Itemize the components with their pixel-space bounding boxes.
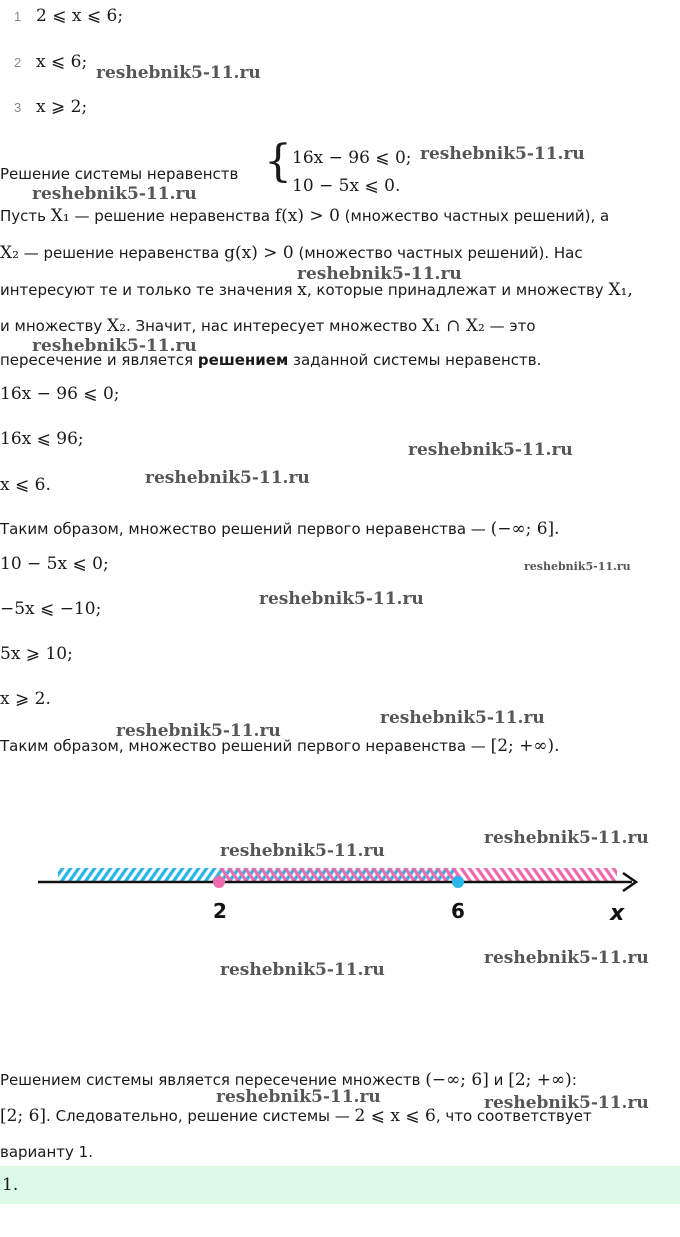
paragraph-line-1: Пусть X₁ — решение неравенства f(x) > 0 (множество частных решений), а (0, 206, 610, 226)
option-number: 2 (14, 55, 22, 70)
watermark: reshebnik5-11.ru (116, 721, 281, 741)
system-brace: { (264, 136, 292, 187)
step-2-1: 10 − 5x ⩽ 0; (0, 554, 109, 574)
paragraph-line-4: и множеству X₂. Значит, нас интересует множество X₁ ∩ X₂ — это (0, 316, 536, 336)
step-2-4: x ⩾ 2. (0, 689, 51, 709)
option-number: 1 (14, 9, 22, 24)
option-text: x ⩽ 6; (36, 52, 88, 72)
point-6 (452, 876, 464, 888)
axis-label-x: x (610, 901, 625, 922)
label-6: 6 (451, 899, 465, 922)
system-intro: Решение системы неравенств (0, 165, 239, 183)
step-1-1: 16x − 96 ⩽ 0; (0, 384, 120, 404)
number-line (0, 852, 680, 922)
system-line-2: 10 − 5x ⩽ 0. (292, 176, 401, 196)
paragraph-line-2: X₂ — решение неравенства g(x) > 0 (множество частных решений). Нас (0, 243, 583, 263)
option-number: 3 (14, 100, 22, 115)
answer-text: 1. (2, 1175, 19, 1195)
final-line-2: [2; 6]. Следовательно, решение системы — 2 ⩽ x ⩽ 6, что соответствует (0, 1106, 592, 1126)
option-3 (14, 97, 87, 117)
watermark: reshebnik5-11.ru (220, 841, 385, 861)
watermark: reshebnik5-11.ru (32, 184, 197, 204)
watermark: reshebnik5-11.ru (216, 1087, 381, 1107)
watermark: reshebnik5-11.ru (484, 1093, 649, 1113)
option-text: 2 ⩽ x ⩽ 6; (36, 6, 124, 26)
watermark: reshebnik5-11.ru (259, 589, 424, 609)
paragraph-line-5: пересечение и является решением заданной системы неравенств. (0, 351, 542, 369)
system-line-1: 16x − 96 ⩽ 0; (292, 148, 412, 168)
conclusion-1: Таким образом, множество решений первого неравенства — (−∞; 6]. (0, 519, 560, 539)
step-1-3: x ⩽ 6. (0, 475, 51, 495)
conclusion-2: Таким образом, множество решений первого неравенства — [2; +∞). (0, 736, 560, 756)
option-1 (14, 6, 123, 26)
step-1-2: 16x ⩽ 96; (0, 429, 84, 449)
watermark: reshebnik5-11.ru (220, 960, 385, 980)
watermark: reshebnik5-11.ru (297, 264, 462, 284)
watermark: reshebnik5-11.ru (484, 828, 649, 848)
point-2 (213, 876, 225, 888)
final-line-1: Решением системы является пересечение множеств (−∞; 6] и [2; +∞): (0, 1070, 577, 1090)
paragraph-line-3: интересуют те и только те значения x, которые принадлежат и множеству X₁, (0, 280, 633, 300)
label-2: 2 (213, 899, 227, 922)
watermark: reshebnik5-11.ru (380, 708, 545, 728)
step-2-3: 5x ⩾ 10; (0, 644, 73, 664)
watermark: reshebnik5-11.ru (524, 560, 631, 573)
option-text: x ⩾ 2; (36, 97, 88, 117)
pink-hatch-region (219, 868, 617, 882)
watermark: reshebnik5-11.ru (96, 63, 261, 83)
step-2-2: −5x ⩽ −10; (0, 599, 102, 619)
watermark: reshebnik5-11.ru (145, 468, 310, 488)
answer-box (0, 1166, 680, 1204)
watermark: reshebnik5-11.ru (484, 948, 649, 968)
watermark: reshebnik5-11.ru (32, 336, 197, 356)
watermark: reshebnik5-11.ru (408, 440, 573, 460)
final-line-3: варианту 1. (0, 1143, 93, 1161)
watermark: reshebnik5-11.ru (420, 144, 585, 164)
option-2 (14, 52, 87, 72)
